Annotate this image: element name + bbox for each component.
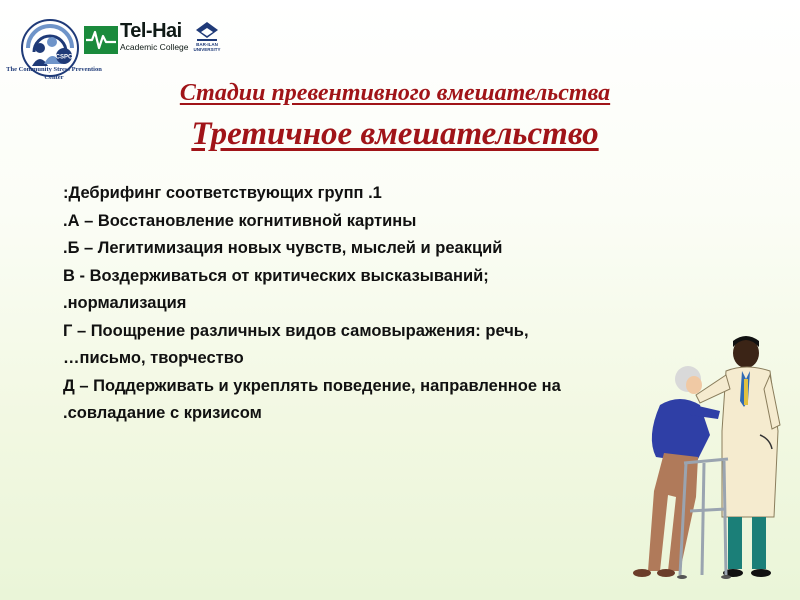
telhai-name: Tel-Hai (120, 20, 182, 42)
body-line: В - Воздерживаться от критических высказываний; (63, 266, 489, 285)
doctor-and-elderly-woman-icon (620, 335, 800, 600)
telhai-subtitle: Academic College (120, 42, 189, 52)
body-line: …письмо, творчество (63, 349, 244, 367)
body-line: Д – Поддерживать и укреплять поведение, направленное на (63, 376, 561, 395)
slide-subtitle: Стадии превентивного вмешательства (179, 80, 611, 106)
body-line: :Дебрифинг соответствующих групп .1 (63, 184, 382, 202)
body-text-block (63, 180, 683, 428)
cspc-caption: The Community Stress Prevention Center (6, 66, 102, 81)
body-line: .совладание с кризисом (63, 404, 262, 422)
svg-text:CSPC: CSPC (55, 54, 73, 61)
slide-title: Третичное вмешательство (191, 116, 599, 152)
body-line: .А – Восстановление когнитивной картины (63, 211, 417, 230)
body-line: .Б – Легитимизация новых чувств, мыслей и реакций (63, 239, 503, 257)
body-line: .нормализация (63, 294, 187, 312)
university-caption: BAR-ILAN UNIVERSITY (193, 42, 221, 52)
body-line: Г – Поощрение различных видов самовыражения: речь, (63, 321, 529, 340)
